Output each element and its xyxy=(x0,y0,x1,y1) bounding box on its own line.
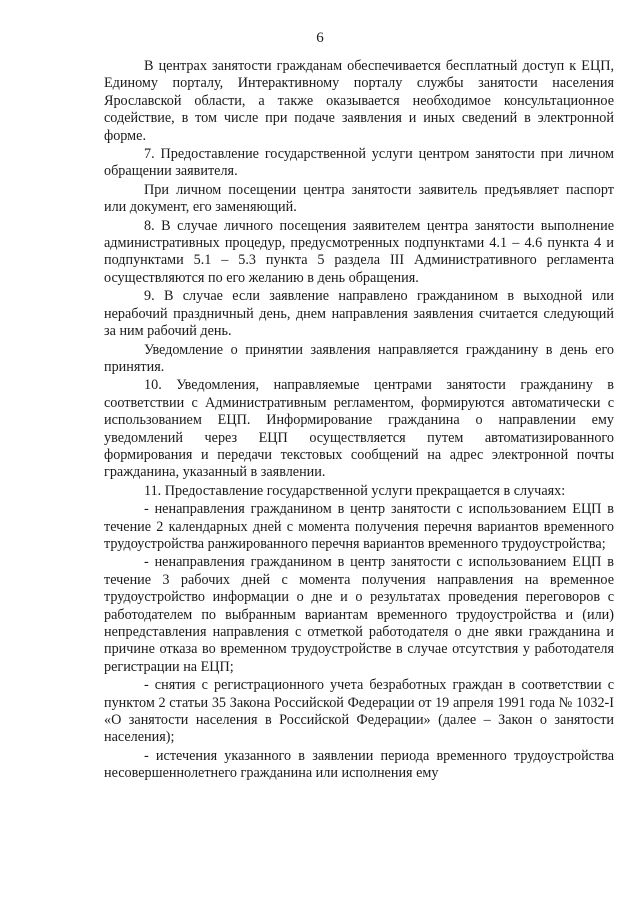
paragraph-item-7: 7. Предоставление государственной услуги центром занятости при личном обращении заявителя. xyxy=(104,146,614,180)
list-item-case-4: - истечения указанного в заявлении периода временного трудоустройства несовершеннолетнего гражданина или исполнения ему xyxy=(104,747,614,782)
page-number: 6 xyxy=(316,30,324,46)
paragraph-item-8: 8. В случае личного посещения заявителем центра занятости выполнение административных процедур, предусмотренных подпунктами 4.1 – 4.6 пункта 4 и подпунктами 5.1 – 5.3 пункта 5 раздела III Административного регламента осуществляются по его желанию в день обращения. xyxy=(104,217,614,286)
paragraph-access-info: В центрах занятости гражданам обеспечивается бесплатный доступ к ЕЦП, Единому порталу, Интерактивному порталу службы занятости населения Ярославской области, а также оказывается необходимое консультационное содействие, в том числе при подаче заявления и иных сведений в электронной форме. xyxy=(104,58,614,144)
paragraph-notification: Уведомление о принятии заявления направляется гражданину в день его принятия. xyxy=(104,341,614,375)
paragraph-passport: При личном посещении центра занятости заявитель предъявляет паспорт или документ, его заменяющий. xyxy=(104,181,614,216)
document-body xyxy=(104,58,614,784)
paragraph-item-9: 9. В случае если заявление направлено гражданином в выходной или нерабочий праздничный день, днем направления заявления считается следующий за ним рабочий день. xyxy=(104,288,614,340)
paragraph-item-11: 11. Предоставление государственной услуги прекращается в случаях: xyxy=(144,482,566,499)
list-item-case-1: - ненаправления гражданином в центр занятости с использованием ЕЦП в течение 2 календарных дней с момента получения перечня вариантов временного трудоустройства ранжированного перечня вариантов временного трудоустройства; xyxy=(104,501,614,552)
list-item-case-3: - снятия с регистрационного учета безработных граждан в соответствии с пунктом 2 статьи 35 Закона Российской Федерации от 19 апреля 1991 года № 1032-I «О занятости населения в Российской Федерации» (далее – Закон о занятости населения); xyxy=(104,677,614,746)
list-item-case-2: - ненаправления гражданином в центр занятости с использованием ЕЦП в течение 3 рабочих дней с момента получения направления на временное трудоустройство информации о дне и о результатах проведения переговоров с работодателем по выбранным вариантам временного трудоустройства и (или) непредставления направления с отметкой работодателя о дне явки гражданина и причине отказа во временном трудоустройстве в случае отсутствия у работодателя регистрации на ЕЦП; xyxy=(104,554,614,675)
paragraph-item-10: 10. Уведомления, направляемые центрами занятости гражданину в соответствии с Административным регламентом, формируются автоматически с использованием ЕЦП. Информирование гражданина о направлении ему уведомлений через ЕЦП осуществляется путем автоматизированного формирования и передачи текстовых сообщений на адрес электронной почты гражданина, указанный в заявлении. xyxy=(104,377,614,481)
